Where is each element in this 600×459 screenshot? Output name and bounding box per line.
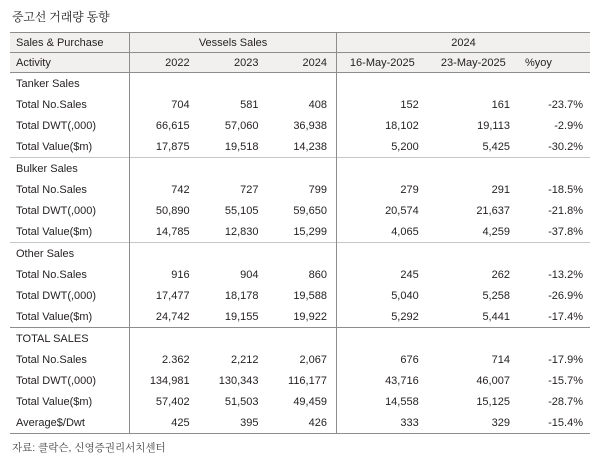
empty-cell xyxy=(268,328,337,350)
cell-2023: 19,518 xyxy=(224,140,259,153)
table-row xyxy=(10,94,590,115)
empty-cell xyxy=(130,73,199,95)
row-label: Average$/Dwt xyxy=(10,412,130,434)
table-row xyxy=(10,221,590,243)
empty-cell xyxy=(519,328,590,350)
group-header-row xyxy=(10,73,590,95)
row-label: Total DWT(,000) xyxy=(16,374,97,387)
cell-23-may-2025: 5,441 xyxy=(482,310,510,323)
row-label: Total Value($m) xyxy=(16,140,93,153)
cell-yoy: -28.7% xyxy=(548,395,583,408)
empty-cell xyxy=(199,328,268,350)
table-row xyxy=(10,412,590,434)
cell-16-may-2025: 4,065 xyxy=(336,221,427,243)
table-row xyxy=(10,136,590,158)
cell-2022: 17,875 xyxy=(130,136,199,158)
table-row xyxy=(10,285,590,306)
row-label: Total Value($m) xyxy=(16,310,93,323)
table-row xyxy=(10,306,590,328)
cell-23-may-2025: 714 xyxy=(491,353,510,366)
cell-2022: 24,742 xyxy=(130,306,199,328)
group-name-other-sales: Other Sales xyxy=(10,243,130,265)
cell-yoy: -15.7% xyxy=(548,374,583,387)
cell-16-may-2025: 5,200 xyxy=(336,136,427,158)
empty-cell xyxy=(130,158,199,180)
cell-yoy: -21.8% xyxy=(548,204,583,217)
empty-cell xyxy=(428,328,519,350)
table-row xyxy=(10,349,590,370)
cell-yoy: -37.8% xyxy=(548,225,583,238)
cell-2024: 59,650 xyxy=(293,204,327,217)
cell-2022: 50,890 xyxy=(130,200,199,221)
group-name-tanker-sales: Tanker Sales xyxy=(10,73,130,95)
header-group-vessels-sales: Vessels Sales xyxy=(130,33,337,53)
cell-2022: 57,402 xyxy=(130,391,199,412)
cell-yoy: -30.2% xyxy=(548,140,583,153)
cell-2024: 408 xyxy=(308,98,327,111)
cell-23-may-2025: 19,113 xyxy=(477,119,510,132)
empty-cell xyxy=(428,158,519,180)
table-row xyxy=(10,200,590,221)
cell-2023: 12,830 xyxy=(224,225,259,238)
cell-23-may-2025: 161 xyxy=(491,98,510,111)
cell-2023: 57,060 xyxy=(224,119,259,132)
cell-2024: 799 xyxy=(308,183,327,196)
cell-2024: 860 xyxy=(308,268,327,281)
cell-2024: 2,067 xyxy=(299,353,327,366)
cell-2022: 66,615 xyxy=(130,115,199,136)
cell-2023: 18,178 xyxy=(224,289,259,302)
empty-cell xyxy=(130,243,199,265)
header-group-2024: 2024 xyxy=(336,33,590,53)
cell-16-may-2025: 14,558 xyxy=(336,391,427,412)
cell-23-may-2025: 15,125 xyxy=(476,395,510,408)
cell-16-may-2025: 152 xyxy=(336,94,427,115)
cell-16-may-2025: 333 xyxy=(336,412,427,434)
header-date-23-may-2025: 23-May-2025 xyxy=(428,53,519,73)
cell-2023: 395 xyxy=(199,412,268,434)
cell-2024: 36,938 xyxy=(293,119,327,132)
empty-cell xyxy=(428,73,519,95)
row-label: Total DWT(,000) xyxy=(16,289,97,302)
empty-cell xyxy=(199,73,268,95)
empty-cell xyxy=(336,73,427,95)
cell-23-may-2025: 4,259 xyxy=(482,225,510,238)
group-header-row xyxy=(10,158,590,180)
cell-yoy: -15.4% xyxy=(519,412,590,434)
cell-2024: 49,459 xyxy=(293,395,327,408)
cell-16-may-2025: 43,716 xyxy=(336,370,427,391)
cell-2024: 19,588 xyxy=(293,289,327,302)
empty-cell xyxy=(268,158,337,180)
cell-23-may-2025: 291 xyxy=(491,183,510,196)
cell-2022: 742 xyxy=(130,179,199,200)
cell-yoy: -23.7% xyxy=(548,98,583,111)
row-label: Total No.Sales xyxy=(16,268,87,281)
row-label: Total DWT(,000) xyxy=(16,119,97,132)
cell-2024: 426 xyxy=(268,412,337,434)
group-header-row xyxy=(10,243,590,265)
cell-2023: 2,212 xyxy=(230,353,259,366)
cell-2022: 17,477 xyxy=(130,285,199,306)
empty-cell xyxy=(130,328,199,350)
source-note: 자료: 클락슨, 신영증권리서치센터 xyxy=(12,442,166,454)
header-2023: 2023 xyxy=(199,53,268,73)
empty-cell xyxy=(519,158,590,180)
header-date-16-may-2025: 16-May-2025 xyxy=(336,53,427,73)
empty-cell xyxy=(519,73,590,95)
cell-yoy: -13.2% xyxy=(548,268,583,281)
cell-2024: 116,177 xyxy=(288,374,327,387)
cell-2024: 15,299 xyxy=(293,225,327,238)
cell-2023: 55,105 xyxy=(224,204,259,217)
cell-23-may-2025: 329 xyxy=(428,412,519,434)
group-name-total-sales: TOTAL SALES xyxy=(10,328,130,350)
empty-cell xyxy=(336,328,427,350)
header-activity: Activity xyxy=(10,53,130,73)
table-row xyxy=(10,115,590,136)
empty-cell xyxy=(428,243,519,265)
cell-yoy: -26.9% xyxy=(548,289,583,302)
header-2022: 2022 xyxy=(130,53,199,73)
cell-yoy: -17.9% xyxy=(548,353,583,366)
cell-yoy: -17.4% xyxy=(548,310,583,323)
table-row xyxy=(10,264,590,285)
cell-16-may-2025: 245 xyxy=(336,264,427,285)
total-header-row xyxy=(10,328,590,350)
cell-yoy: -2.9% xyxy=(554,119,583,132)
cell-16-may-2025: 20,574 xyxy=(336,200,427,221)
cell-23-may-2025: 5,425 xyxy=(482,140,510,153)
cell-16-may-2025: 279 xyxy=(336,179,427,200)
cell-2023: 727 xyxy=(240,183,259,196)
cell-2024: 19,922 xyxy=(293,310,327,323)
cell-23-may-2025: 21,637 xyxy=(476,204,510,217)
empty-cell xyxy=(268,73,337,95)
table-row xyxy=(10,370,590,391)
row-label: Total No.Sales xyxy=(16,98,87,111)
empty-cell xyxy=(519,243,590,265)
cell-2023: 51,503 xyxy=(224,395,259,408)
cell-16-may-2025: 676 xyxy=(336,349,427,370)
cell-2023: 581 xyxy=(240,98,259,111)
table-row xyxy=(10,391,590,412)
cell-2024: 14,238 xyxy=(293,140,327,153)
cell-23-may-2025: 262 xyxy=(491,268,510,281)
header-2024: 2024 xyxy=(268,53,337,73)
table-header-row-2 xyxy=(10,53,590,73)
cell-16-may-2025: 5,040 xyxy=(336,285,427,306)
cell-2022: 14,785 xyxy=(130,221,199,243)
header-sales-purchase: Sales & Purchase xyxy=(10,33,130,53)
empty-cell xyxy=(336,158,427,180)
row-label: Total No.Sales xyxy=(16,183,87,196)
cell-2023: 19,155 xyxy=(224,310,259,323)
cell-2022: 134,981 xyxy=(130,370,199,391)
cell-23-may-2025: 5,258 xyxy=(482,289,510,302)
cell-23-may-2025: 46,007 xyxy=(476,374,510,387)
empty-cell xyxy=(268,243,337,265)
empty-cell xyxy=(199,243,268,265)
header-yoy: %yoy xyxy=(519,53,590,73)
sp-table xyxy=(10,32,590,434)
table-row xyxy=(10,179,590,200)
cell-yoy: -18.5% xyxy=(548,183,583,196)
cell-2022: 425 xyxy=(130,412,199,434)
cell-2023: 130,343 xyxy=(218,374,259,387)
cell-2022: 916 xyxy=(130,264,199,285)
row-label: Total Value($m) xyxy=(16,225,93,238)
row-label: Total No.Sales xyxy=(16,353,87,366)
cell-2022: 2.362 xyxy=(130,349,199,370)
table-header-row-1 xyxy=(10,33,590,53)
group-name-bulker-sales: Bulker Sales xyxy=(10,158,130,180)
row-label: Total DWT(,000) xyxy=(16,204,97,217)
empty-cell xyxy=(199,158,268,180)
cell-2022: 704 xyxy=(130,94,199,115)
empty-cell xyxy=(336,243,427,265)
cell-16-may-2025: 18,102 xyxy=(336,115,427,136)
page-title: 중고선 거래량 동향 xyxy=(12,10,110,24)
row-label: Total Value($m) xyxy=(16,395,93,408)
cell-2023: 904 xyxy=(240,268,259,281)
cell-16-may-2025: 5,292 xyxy=(336,306,427,328)
